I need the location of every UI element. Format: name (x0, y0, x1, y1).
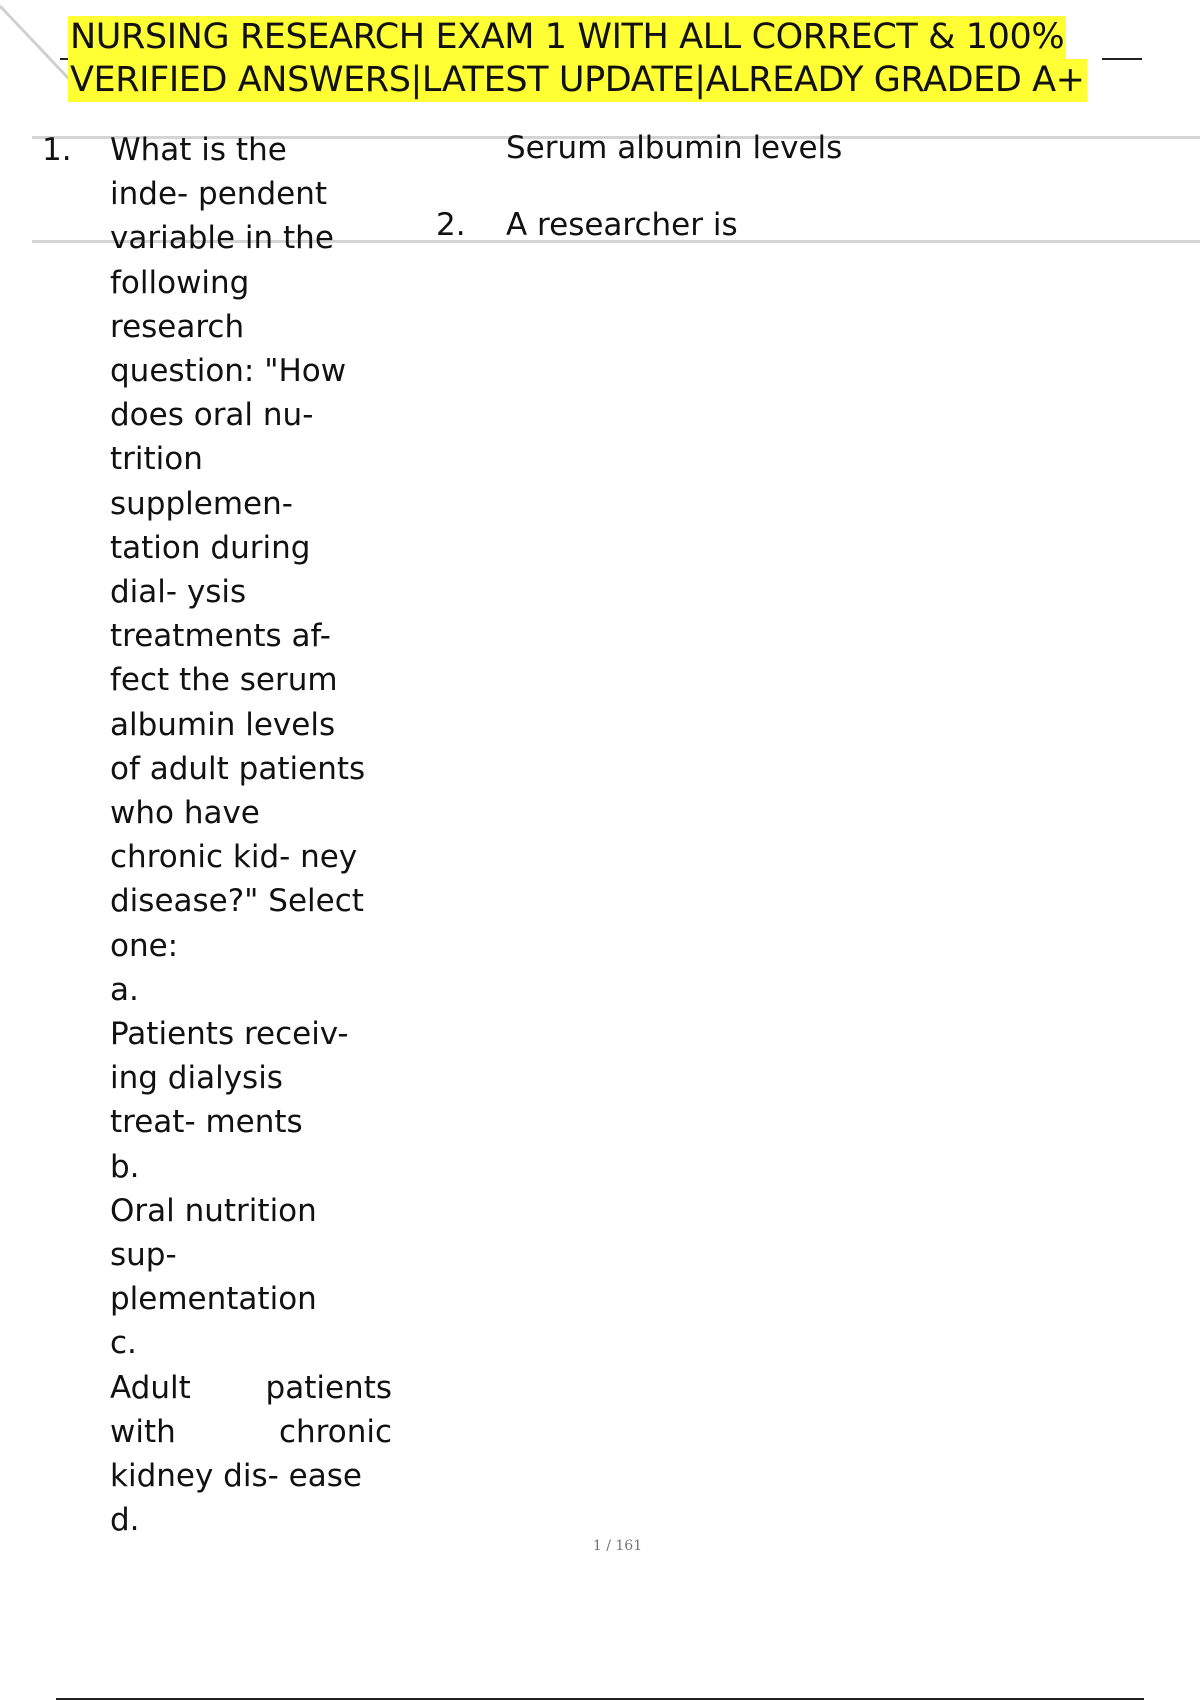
question-1-line: following (110, 264, 250, 301)
option-a-text: treat- ments (110, 1104, 303, 1141)
option-c-label: c. (110, 1325, 137, 1362)
option-c-word: chronic (278, 1413, 392, 1450)
option-b-text: Oral nutrition (110, 1192, 317, 1229)
question-1-line: inde- pendent (110, 176, 327, 213)
option-a-text: ing dialysis (110, 1060, 283, 1097)
document-title (68, 16, 1148, 102)
title-line-1: NURSING RESEARCH EXAM 1 WITH ALL CORRECT & 100% (70, 17, 1065, 57)
question-1-line: What is the (110, 132, 287, 168)
question-1-line: question: "How (110, 353, 347, 390)
option-b-label: b. (110, 1148, 140, 1185)
option-d-label: d. (110, 1502, 140, 1539)
question-1-line: supplemen- (110, 485, 293, 522)
title-line-2: VERIFIED ANSWERS|LATEST UPDATE|ALREADY GRADED A+ (70, 60, 1085, 100)
question-1-line: research (110, 308, 245, 345)
option-a-label: a. (110, 971, 139, 1008)
question-1-text (110, 128, 400, 1543)
question-1-line: tation during (110, 529, 311, 566)
question-1-line: who have (110, 795, 260, 832)
question-1-line: variable in the (110, 220, 334, 257)
question-1-answer: Serum albumin levels (506, 130, 843, 166)
question-1-line: one: (110, 927, 179, 964)
option-c-word: patients (265, 1369, 392, 1406)
question-1-number: 1. (42, 132, 72, 168)
question-2-text: A researcher is (506, 207, 738, 243)
question-1-line: trition (110, 441, 203, 478)
question-1-line: dial- ysis (110, 574, 247, 611)
question-1-line: of adult patients (110, 750, 366, 787)
option-c-text (110, 1366, 392, 1410)
option-c-word: with (110, 1413, 176, 1450)
title-underline-right (1102, 58, 1142, 60)
question-1-line: fect the serum (110, 662, 338, 699)
question-1-line: does oral nu- (110, 397, 314, 434)
option-c-text (110, 1410, 392, 1454)
question-1-line: disease?" Select (110, 883, 364, 920)
question-2-number: 2. (436, 207, 466, 243)
page-number: 1 / 161 (592, 1538, 643, 1554)
title-underline-left (60, 58, 68, 60)
option-b-text: plementation (110, 1281, 317, 1318)
option-c-text: kidney dis- ease (110, 1458, 362, 1495)
question-1-line: albumin levels (110, 706, 336, 743)
question-1-line: chronic kid- ney (110, 839, 358, 876)
option-b-text: sup- (110, 1237, 177, 1274)
question-1-line: treatments af- (110, 618, 331, 655)
option-c-word: Adult (110, 1369, 191, 1406)
option-a-text: Patients receiv- (110, 1016, 349, 1053)
